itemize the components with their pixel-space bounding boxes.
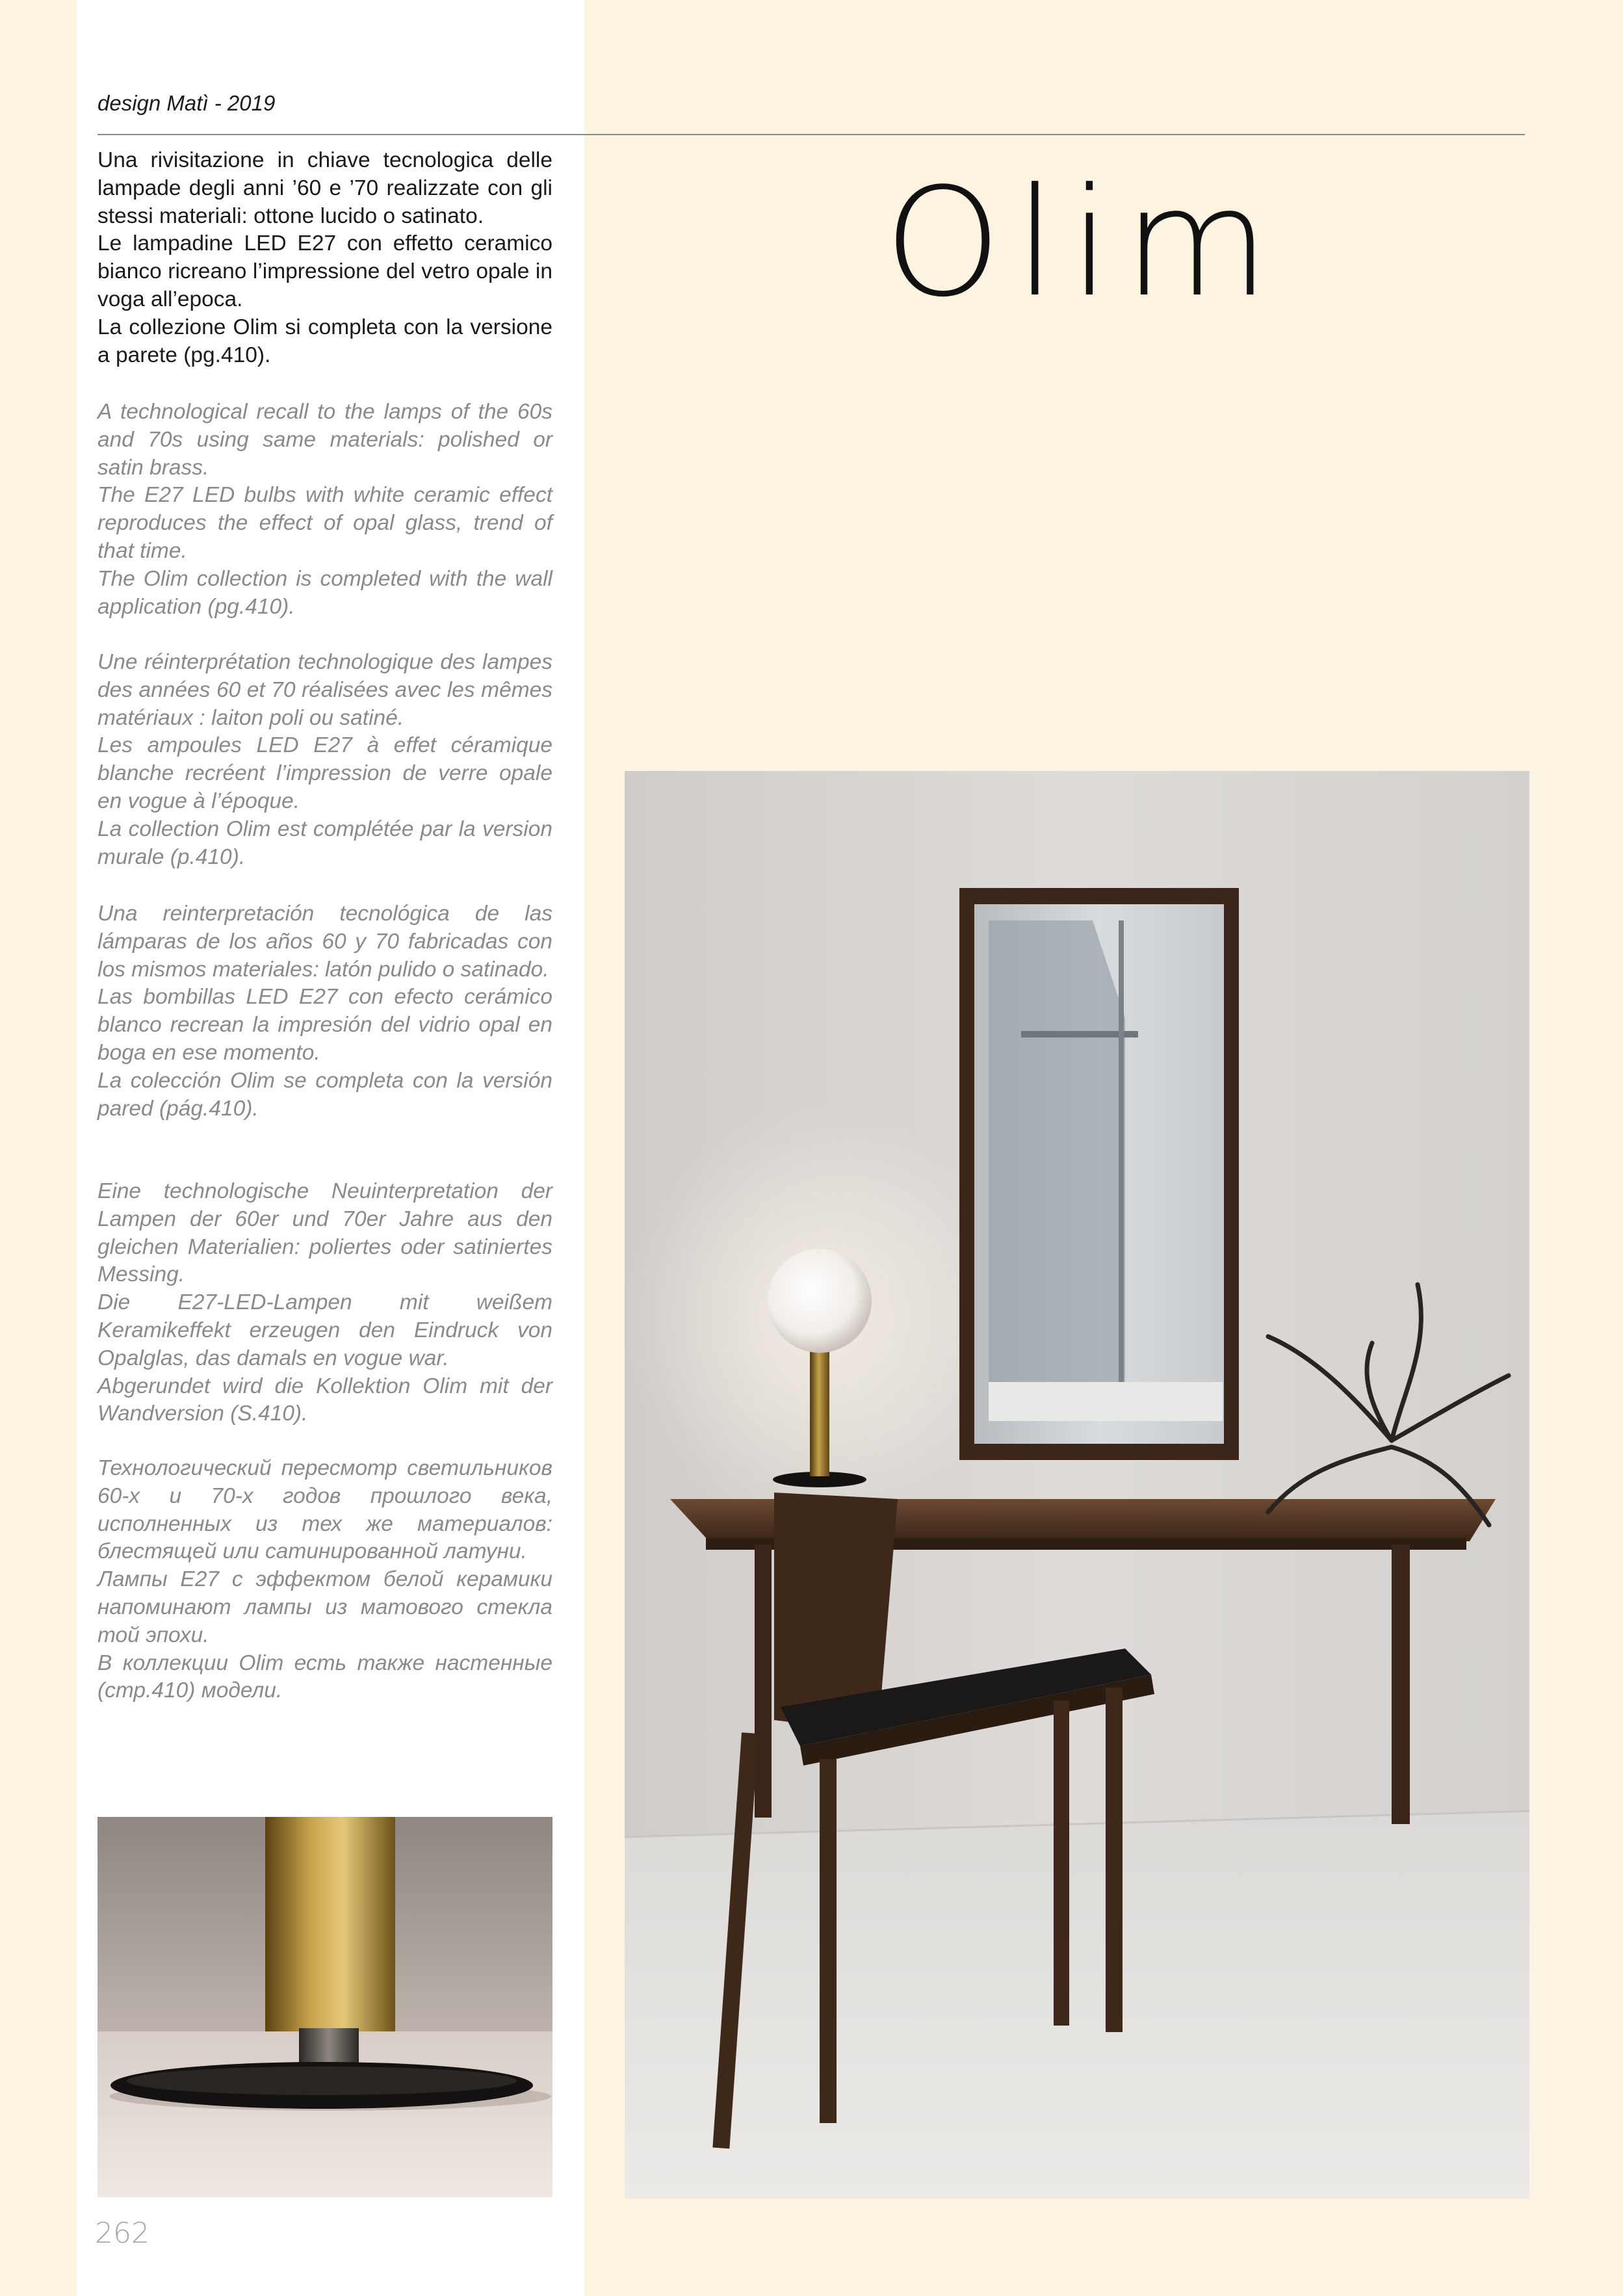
description-paragraph: Les ampoules LED E27 à effet céramique blanche recréent l’impression de verre opale en vogue à l’époque. [97, 733, 552, 813]
description-paragraph: Le lampadine LED E27 con effetto ceramico bianco ricreano l’impressione del vetro opale in voga all’epoca. [97, 231, 552, 311]
description-french [97, 649, 552, 871]
collection-header-label: design Matì - 2019 [97, 91, 276, 115]
description-english [97, 398, 552, 621]
header-divider [97, 134, 1525, 135]
description-paragraph: The Olim collection is completed with the wall application (pg.410). [97, 566, 552, 619]
description-paragraph: Лампы E27 с эффектом белой керамики напоминают лампы из матового стекла той эпохи. [97, 1567, 552, 1647]
description-german [97, 1178, 552, 1428]
description-paragraph: A technological recall to the lamps of the 60s and 70s using same materials: polished or satin brass. [97, 400, 552, 480]
description-paragraph: В коллекции Olim есть также настенные (стр.410) модели. [97, 1650, 552, 1703]
page-number: 262 [95, 2217, 149, 2250]
product-scene-photo [625, 771, 1529, 2198]
description-paragraph: La collezione Olim si completa con la versione a parete (pg.410). [97, 315, 552, 367]
description-paragraph: Una rivisitazione in chiave tecnologica delle lampade degli anni ’60 e ’70 realizzate con gli stessi materiali: ottone lucido o satinato. [97, 148, 552, 228]
lamp-base-detail-photo [97, 1817, 552, 2197]
description-paragraph: Eine technologische Neuinterpretation der Lampen der 60er und 70er Jahre aus den gleichen Materialien: poliertes oder satiniertes Messing. [97, 1179, 552, 1287]
description-italian [97, 147, 552, 369]
description-paragraph: Une réinterprétation technologique des lampes des années 60 et 70 réalisées avec les mêmes matériaux : laiton poli ou satiné. [97, 650, 552, 730]
description-paragraph: La collection Olim est complétée par la version murale (p.410). [97, 816, 552, 869]
description-paragraph: Die E27-LED-Lampen mit weißem Keramikeffekt erzeugen den Eindruck von Opalglas, das damals en vogue war. [97, 1290, 552, 1370]
description-spanish [97, 900, 552, 1123]
description-paragraph: Abgerundet wird die Kollektion Olim mit der Wandversion (S.410). [97, 1374, 552, 1426]
description-paragraph: Технологический пересмотр светильников 60-х и 70-х годов прошлого века, исполненных из тех же материалов: блестящей или сатинированной латуни. [97, 1456, 552, 1564]
description-paragraph: The E27 LED bulbs with white ceramic effect reproduces the effect of opal glass, trend of that time. [97, 483, 552, 563]
product-title: Olim [884, 157, 1282, 330]
description-paragraph: La colección Olim se completa con la versión pared (pág.410). [97, 1068, 552, 1121]
description-paragraph: Una reinterpretación tecnológica de las lámparas de los años 60 y 70 fabricadas con los mismos materiales: latón pulido o satinado. [97, 902, 552, 982]
description-russian [97, 1455, 552, 1705]
description-paragraph: Las bombillas LED E27 con efecto cerámico blanco recrean la impresión del vidrio opal en boga en ese momento. [97, 985, 552, 1065]
